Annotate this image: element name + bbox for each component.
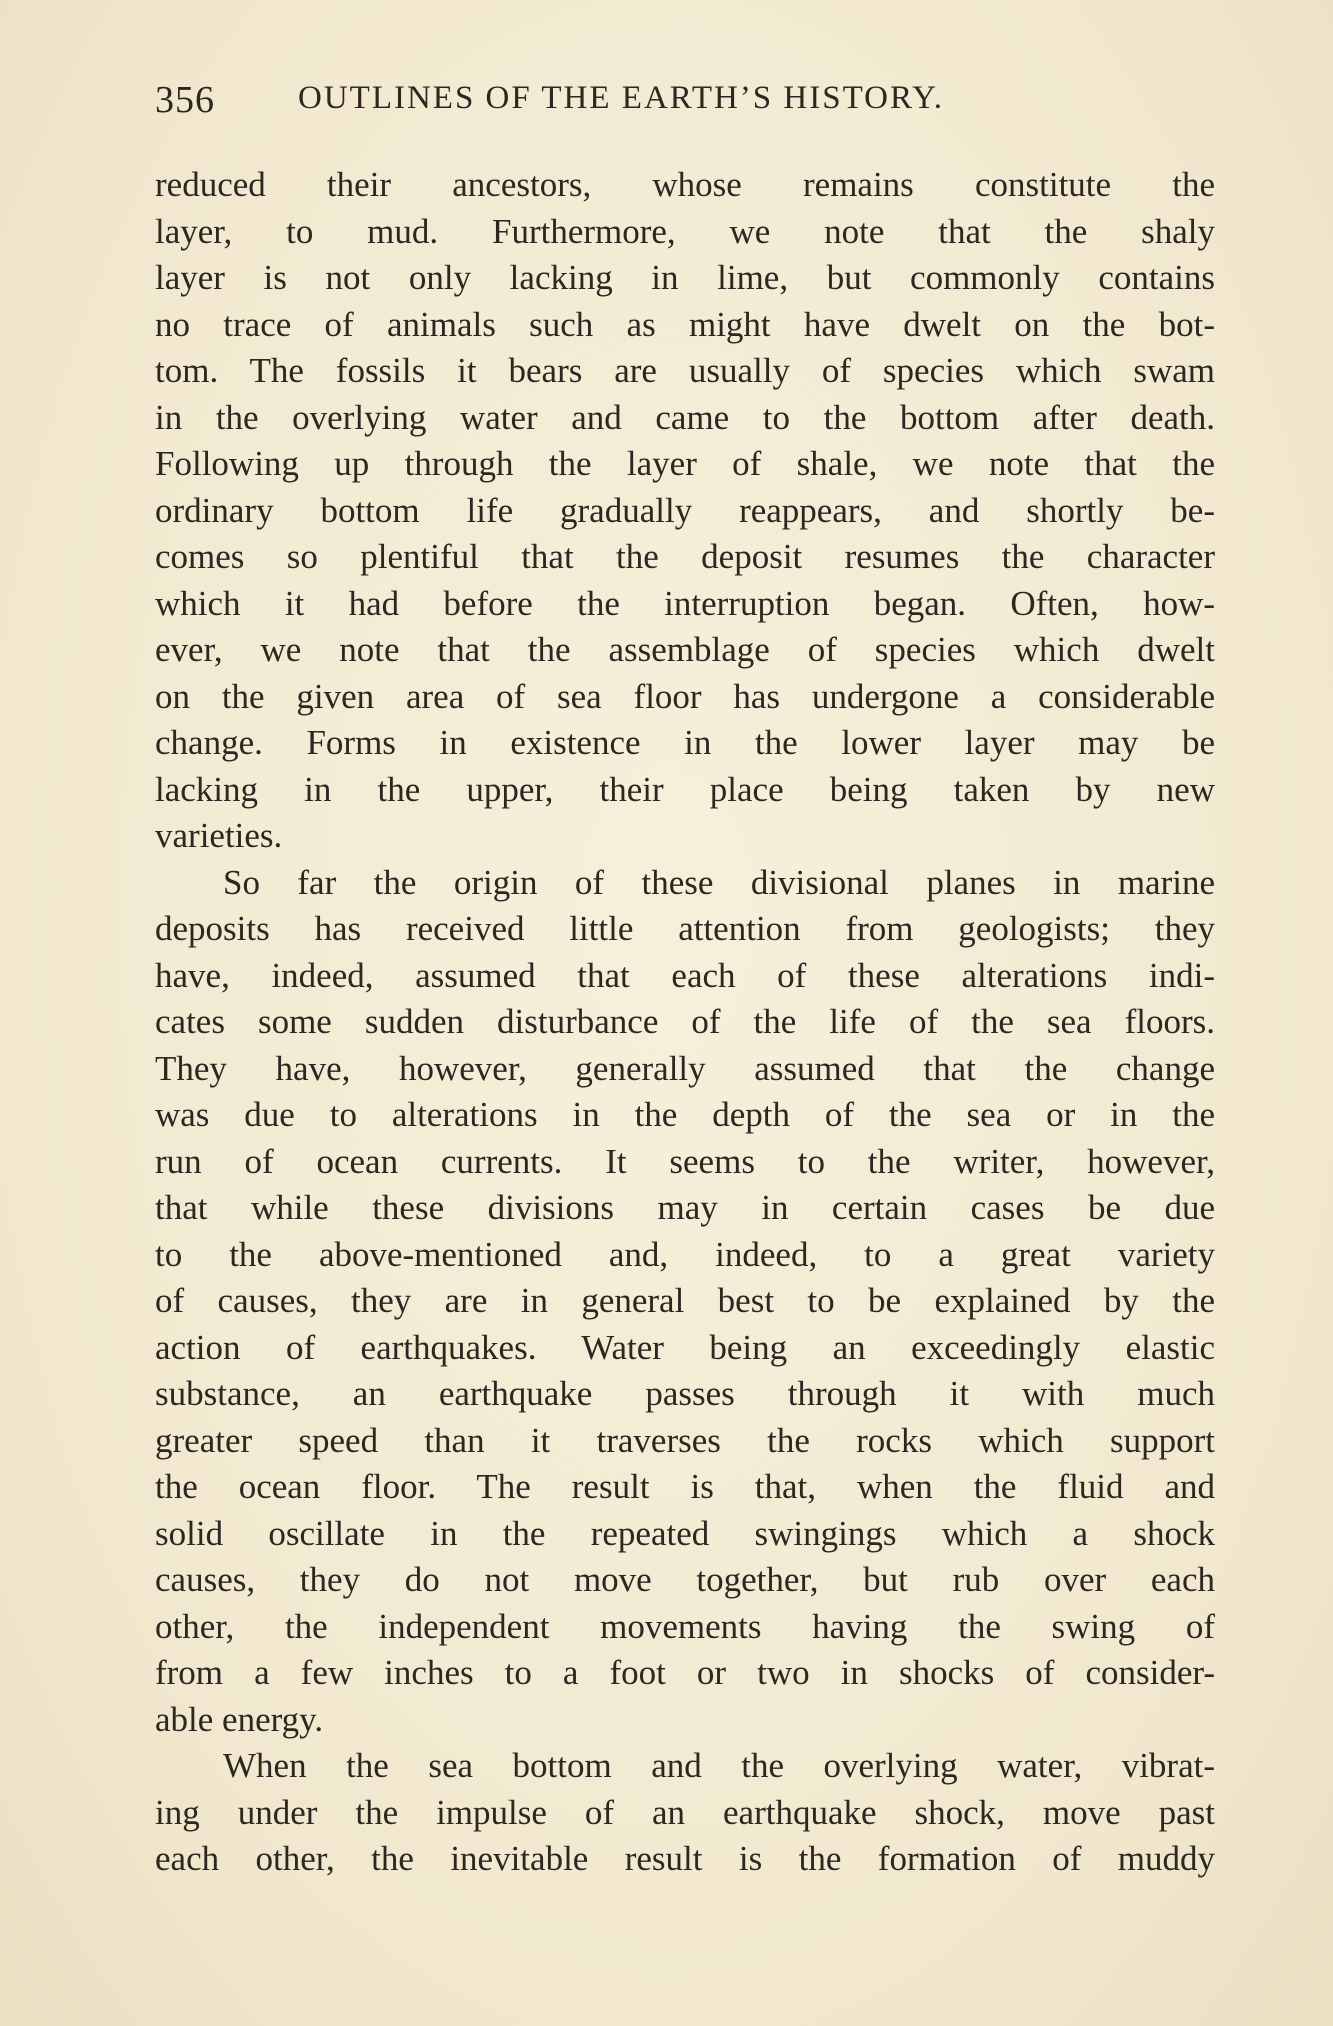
- text-line: each other, the inevitable result is the formation of muddy: [155, 1839, 1215, 1878]
- text-line: in the overlying water and came to the bottom after death.: [155, 397, 1215, 437]
- text-line: ing under the impulse of an earthquake shock, move past: [155, 1792, 1215, 1832]
- text-line: that while these divisions may in certain cases be due: [155, 1188, 1215, 1227]
- text-line: which it had before the interruption began. Often, how-: [155, 583, 1215, 623]
- text-line: lacking in the upper, their place being taken by new: [155, 769, 1215, 809]
- text-line: of causes, they are in general best to be explained by the: [155, 1281, 1215, 1320]
- text-line: ever, we note that the assemblage of species which dwelt: [155, 630, 1215, 669]
- text-line: run of ocean currents. It seems to the writer, however,: [155, 1141, 1215, 1181]
- text-line: comes so plentiful that the deposit resumes the character: [155, 537, 1215, 576]
- text-line: layer, to mud. Furthermore, we note that the shaly: [155, 211, 1215, 251]
- text-line: able energy.: [155, 1699, 324, 1739]
- text-line: the ocean floor. The result is that, when the fluid and: [155, 1467, 1215, 1506]
- text-line: When the sea bottom and the overlying water, vibrat-: [223, 1746, 1215, 1785]
- text-line: cates some sudden disturbance of the life of the sea floors.: [155, 1002, 1215, 1041]
- text-line: They have, however, generally assumed that the change: [155, 1048, 1215, 1088]
- text-line: tom. The fossils it bears are usually of species which swam: [155, 351, 1215, 390]
- text-line: on the given area of sea floor has undergone a considerable: [155, 676, 1215, 716]
- text-line: was due to alterations in the depth of the sea or in the: [155, 1095, 1215, 1134]
- text-line: ordinary bottom life gradually reappears, and shortly be-: [155, 490, 1215, 530]
- paragraph-2: [155, 860, 1215, 1744]
- paragraph-1: [155, 162, 1215, 860]
- text-line: Following up through the layer of shale, we note that the: [155, 444, 1215, 483]
- text-line: from a few inches to a foot or two in shocks of consider-: [155, 1653, 1215, 1692]
- text-line: substance, an earthquake passes through it with much: [155, 1374, 1215, 1413]
- text-line: action of earthquakes. Water being an exceedingly elastic: [155, 1327, 1215, 1367]
- text-line: to the above-mentioned and, indeed, to a great variety: [155, 1234, 1215, 1274]
- text-line: varieties.: [155, 816, 283, 855]
- text-line: causes, they do not move together, but rub over each: [155, 1560, 1215, 1599]
- text-line: no trace of animals such as might have dwelt on the bot-: [155, 304, 1215, 344]
- text-line: layer is not only lacking in lime, but commonly contains: [155, 258, 1215, 297]
- body-text: [155, 162, 1215, 1883]
- text-line: solid oscillate in the repeated swingings which a shock: [155, 1513, 1215, 1553]
- text-line: deposits has received little attention from geologists; they: [155, 909, 1215, 948]
- paragraph-3: [155, 1743, 1215, 1883]
- text-line: have, indeed, assumed that each of these alterations indi-: [155, 955, 1215, 995]
- running-title: OUTLINES OF THE EARTH’S HISTORY.: [298, 80, 944, 116]
- text-line: greater speed than it traverses the rocks which support: [155, 1420, 1215, 1460]
- text-line: reduced their ancestors, whose remains constitute the: [155, 165, 1215, 204]
- running-head: [155, 78, 1215, 128]
- page-number: 356: [155, 79, 215, 121]
- text-line: change. Forms in existence in the lower layer may be: [155, 723, 1215, 762]
- text-line: other, the independent movements having the swing of: [155, 1606, 1215, 1646]
- text-line: So far the origin of these divisional planes in marine: [223, 862, 1215, 902]
